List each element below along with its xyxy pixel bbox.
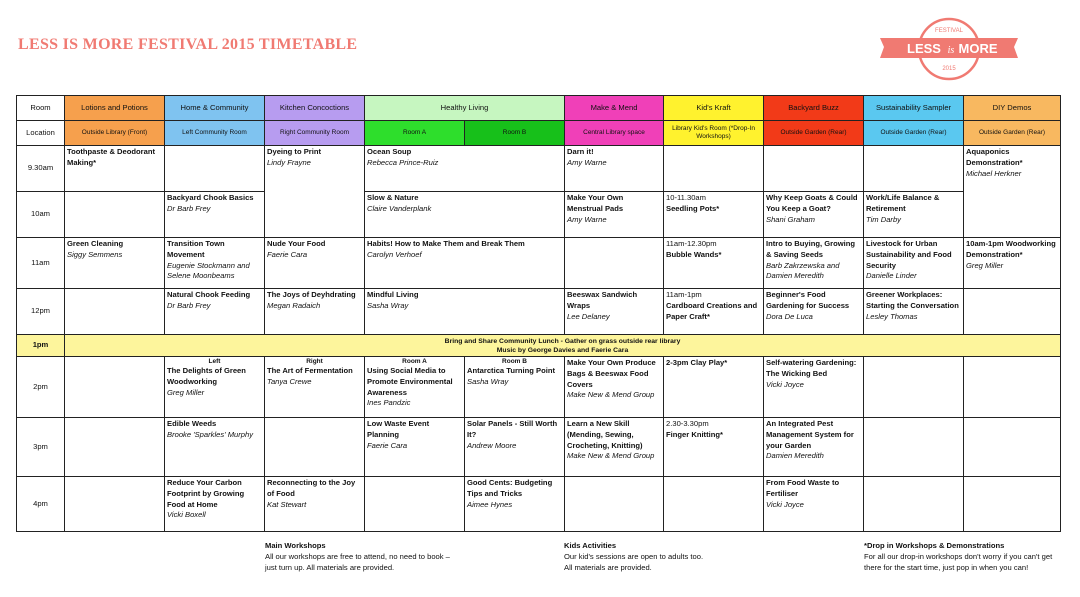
session-title: 2-3pm Clay Play*: [666, 358, 728, 367]
session-title: Greener Workplaces: Starting the Conversation: [866, 290, 959, 310]
location-lotions: Outside Library (Front): [65, 121, 165, 146]
session-presenter: Kat Stewart: [267, 499, 307, 509]
timetable: [16, 95, 1061, 532]
session-presenter: Sasha Wray: [467, 376, 509, 386]
location-home: Left Community Room: [165, 121, 265, 146]
location-make: Central Library space: [565, 121, 664, 146]
empty-cell: [165, 146, 265, 192]
session-title: Aquaponics Demonstration*: [966, 147, 1023, 167]
room-header-diy: DIY Demos: [964, 96, 1061, 121]
session-title: An Integrated Pest Management System for your Garden: [766, 419, 854, 450]
session-cell: [165, 357, 265, 418]
empty-cell: [664, 146, 764, 192]
session-time: 11am-12.30pm: [666, 239, 717, 248]
session-title: Darn it!: [567, 147, 594, 156]
time-label: 9.30am: [17, 146, 65, 192]
session-title: Cardboard Creations and Paper Craft*: [666, 300, 758, 321]
session-presenter: Vicki Joyce: [766, 499, 804, 509]
session-cell: [864, 238, 964, 289]
session-presenter: Tanya Crewe: [267, 376, 312, 386]
session-title: Why Keep Goats & Could You Keep a Goat?: [766, 193, 858, 213]
logo-is-text: is: [947, 45, 955, 56]
empty-cell: [65, 357, 165, 418]
session-title: Reconnecting to the Joy of Food: [267, 478, 356, 498]
location-header-row: [17, 121, 1061, 146]
empty-cell: [65, 192, 165, 238]
session-cell: [664, 238, 764, 289]
session-cell: [664, 357, 764, 418]
empty-cell: [365, 477, 465, 532]
empty-cell: [864, 357, 964, 418]
session-cell: [265, 357, 365, 418]
session-cell: [664, 418, 764, 477]
empty-cell: [65, 477, 165, 532]
note-line: just turn up. All materials are provided.: [265, 563, 395, 572]
session-title: Good Cents: Budgeting Tips and Tricks: [467, 478, 553, 498]
session-title: Antarctica Turning Point: [467, 366, 556, 375]
session-cell: [664, 192, 764, 238]
room-sublabel: Room B: [502, 358, 527, 365]
empty-cell: [964, 477, 1061, 532]
session-cell: [265, 289, 365, 335]
session-presenter: Make New & Mend Group: [567, 451, 655, 461]
lunch-cell: [65, 335, 1061, 357]
session-title: Using Social Media to Promote Environmental Awareness: [367, 366, 453, 397]
note-title: Kids Activities: [564, 541, 617, 550]
location-kids: Library Kid's Room (*Drop-In Workshops): [664, 121, 764, 146]
festival-logo: [874, 14, 1024, 84]
session-cell: [165, 238, 265, 289]
session-presenter: Amy Warne: [567, 157, 607, 167]
session-title: Make Your Own Menstrual Pads: [567, 193, 624, 213]
page-title: LESS IS MORE FESTIVAL 2015 TIMETABLE: [18, 36, 358, 53]
room-sublabel: Room A: [402, 358, 427, 365]
session-title: Slow & Nature: [367, 193, 419, 202]
session-time: 11am-1pm: [666, 290, 702, 299]
time-label: 11am: [17, 238, 65, 289]
session-title: Solar Panels - Still Worth It?: [467, 419, 558, 439]
session-title: Transition Town Movement: [167, 239, 225, 259]
session-presenter: Damien Meredith: [766, 451, 824, 461]
session-presenter: Vicki Boxell: [167, 510, 206, 520]
location-room-b: Room B: [465, 121, 565, 146]
session-title: Self-watering Gardening: The Wicking Bed: [766, 358, 857, 378]
session-presenter: Lindy Frayne: [267, 157, 311, 167]
empty-cell: [65, 418, 165, 477]
session-title: Dyeing to Print: [267, 147, 322, 156]
session-title: The Art of Fermentation: [267, 366, 353, 375]
time-label: 2pm: [17, 357, 65, 418]
session-cell: [465, 418, 565, 477]
session-title: Mindful Living: [367, 290, 419, 299]
session-cell: [65, 238, 165, 289]
time-label: 4pm: [17, 477, 65, 532]
session-cell: [365, 192, 565, 238]
session-presenter: Vicki Joyce: [766, 379, 804, 389]
empty-cell: [565, 238, 664, 289]
note-line: All materials are provided.: [564, 563, 652, 572]
empty-cell: [864, 477, 964, 532]
session-presenter: Make New & Mend Group: [567, 390, 655, 400]
session-cell: [165, 477, 265, 532]
session-title: Reduce Your Carbon Footprint by Growing Food at Home: [167, 478, 245, 509]
timeslot-row: [17, 477, 1061, 532]
session-title: Edible Weeds: [167, 419, 217, 428]
timeslot-row: [17, 357, 1061, 418]
empty-cell: [265, 418, 365, 477]
session-cell: [165, 192, 265, 238]
note-line: All our workshops are free to attend, no need to book –: [265, 552, 450, 561]
location-label: Location: [17, 121, 65, 146]
session-title: Ocean Soup: [367, 147, 412, 156]
session-title: Low Waste Event Planning: [367, 419, 430, 439]
session-cell: [764, 192, 864, 238]
session-time: 2.30-3.30pm: [666, 419, 709, 428]
location-backyard: Outside Garden (Rear): [764, 121, 864, 146]
empty-cell: [65, 289, 165, 335]
note-line: there for the start time, just pop in when you can!: [864, 563, 1029, 572]
session-cell: [864, 289, 964, 335]
note-main-workshops: [265, 540, 450, 573]
empty-cell: [964, 289, 1061, 335]
timeslot-row: [17, 238, 1061, 289]
logo-year-text: 2015: [942, 66, 956, 72]
time-label: 12pm: [17, 289, 65, 335]
session-title: The Joys of Deyhdrating: [267, 290, 356, 299]
timeslot-row: [17, 192, 1061, 238]
session-time: 10-11.30am: [666, 193, 706, 202]
session-presenter: Megan Radaich: [267, 300, 321, 310]
session-cell: [565, 146, 664, 192]
session-title: Natural Chook Feeding: [167, 290, 251, 299]
note-title: *Drop in Workshops & Demonstrations: [864, 541, 1005, 550]
empty-cell: [565, 477, 664, 532]
session-cell: [764, 238, 864, 289]
session-title: Work/Life Balance & Retirement: [866, 193, 940, 213]
session-presenter: Carolyn Verhoef: [367, 249, 422, 259]
session-title: Green Cleaning: [67, 239, 124, 248]
session-title: Toothpaste & Deodorant Making*: [67, 147, 156, 167]
session-title: From Food Waste to Fertiliser: [766, 478, 840, 498]
lunch-line: Bring and Share Community Lunch - Gather on grass outside rear library: [444, 337, 681, 345]
note-line: Our kid's sessions are open to adults too.: [564, 552, 704, 561]
session-cell: [165, 289, 265, 335]
session-presenter: Sasha Wray: [367, 300, 409, 310]
logo-more-text: MORE: [958, 41, 998, 56]
note-kids-activities: [564, 540, 703, 573]
room-header-sustain: Sustainability Sampler: [864, 96, 964, 121]
session-presenter: Lesley Thomas: [866, 311, 918, 321]
room-header-kids: Kid's Kraft: [664, 96, 764, 121]
empty-cell: [964, 357, 1061, 418]
room-header-make: Make & Mend: [565, 96, 664, 121]
room-label: Room: [17, 96, 65, 121]
empty-cell: [864, 146, 964, 192]
session-cell: [265, 477, 365, 532]
room-sublabel: Right: [306, 358, 323, 365]
timeslot-row: [17, 289, 1061, 335]
session-title: Make Your Own Produce Bags & Beeswax Food Covers: [567, 358, 656, 389]
session-title: Beginner's Food Gardening for Success: [766, 290, 850, 310]
timeslot-row: [17, 418, 1061, 477]
empty-cell: [664, 477, 764, 532]
session-presenter: Lee Delaney: [567, 311, 610, 321]
session-presenter: Eugenie Stockmann and Selene Moonbeams: [167, 260, 250, 281]
timeslot-row: [17, 146, 1061, 192]
session-cell: [764, 357, 864, 418]
session-title: 10am-1pm Woodworking Demonstration*: [966, 239, 1056, 259]
session-presenter: Brooke 'Sparkles' Murphy: [167, 429, 254, 439]
session-presenter: Claire Vanderplank: [367, 203, 432, 213]
session-presenter: Dr Barb Frey: [167, 300, 211, 310]
session-cell: [764, 418, 864, 477]
session-cell: [764, 289, 864, 335]
session-cell: [864, 192, 964, 238]
session-cell: [465, 477, 565, 532]
session-presenter: Shani Graham: [766, 214, 815, 224]
empty-cell: [864, 418, 964, 477]
session-title: Backyard Chook Basics: [167, 193, 254, 202]
session-cell: [265, 238, 365, 289]
session-cell: [964, 238, 1061, 289]
session-presenter: Faerie Cara: [267, 249, 308, 259]
session-cell: [165, 418, 265, 477]
session-presenter: Michael Herkner: [966, 168, 1022, 178]
session-cell: [365, 238, 565, 289]
session-presenter: Siggy Semmens: [67, 249, 123, 259]
session-cell: [565, 418, 664, 477]
session-title: Seedling Pots*: [666, 203, 720, 213]
session-presenter: Greg Miller: [167, 387, 205, 397]
lunch-row: [17, 335, 1061, 357]
session-presenter: Danielle Linder: [866, 271, 917, 281]
room-header-home: Home & Community: [165, 96, 265, 121]
session-cell: [365, 357, 465, 418]
logo-less-text: LESS: [907, 41, 941, 56]
session-presenter: Tim Darby: [866, 214, 901, 224]
session-presenter: Greg Miller: [966, 260, 1004, 270]
room-header-kitchen: Kitchen Concoctions: [265, 96, 365, 121]
session-title: Intro to Buying, Growing & Saving Seeds: [766, 239, 856, 259]
session-title: Nude Your Food: [267, 239, 326, 248]
session-cell: [565, 192, 664, 238]
session-presenter: Faerie Cara: [367, 440, 408, 450]
session-presenter: Dr Barb Frey: [167, 203, 211, 213]
session-cell: [365, 289, 565, 335]
time-label: 3pm: [17, 418, 65, 477]
session-presenter: Ines Pandzic: [367, 398, 411, 408]
empty-cell: [964, 418, 1061, 477]
session-presenter: Dora De Luca: [766, 311, 813, 321]
room-header-backyard: Backyard Buzz: [764, 96, 864, 121]
room-sublabel: Left: [208, 358, 221, 365]
session-cell: [465, 357, 565, 418]
session-title: Finger Knitting*: [666, 429, 723, 439]
session-title: The Delights of Green Woodworking: [167, 366, 246, 386]
session-presenter: Barb Zakrzewska and Damien Meredith: [766, 260, 840, 281]
logo-top-text: FESTIVAL: [935, 28, 963, 34]
session-title: Beeswax Sandwich Wraps: [567, 290, 638, 310]
session-cell: [964, 146, 1061, 238]
session-title: Learn a New Skill (Mending, Sewing, Crocheting, Knitting): [567, 419, 643, 450]
note-drop-in: [864, 540, 1052, 573]
session-cell: [664, 289, 764, 335]
location-room-a: Room A: [365, 121, 465, 146]
location-kitchen: Right Community Room: [265, 121, 365, 146]
session-title: Bubble Wands*: [666, 249, 722, 259]
location-diy: Outside Garden (Rear): [964, 121, 1061, 146]
time-label: 1pm: [17, 335, 65, 357]
location-sustain: Outside Garden (Rear): [864, 121, 964, 146]
session-presenter: Rebecca Prince-Ruiz: [367, 157, 439, 167]
session-cell: [265, 146, 365, 238]
room-header-lotions: Lotions and Potions: [65, 96, 165, 121]
session-cell: [365, 418, 465, 477]
room-header-row: [17, 96, 1061, 121]
session-cell: [764, 477, 864, 532]
note-title: Main Workshops: [265, 541, 326, 550]
session-cell: [365, 146, 565, 192]
session-presenter: Andrew Moore: [467, 440, 517, 450]
music-line: Music by George Davies and Faerie Cara: [496, 346, 629, 354]
note-line: For all our drop-in workshops don't worry if you can't get: [864, 552, 1053, 561]
empty-cell: [764, 146, 864, 192]
session-cell: [565, 289, 664, 335]
session-title: Habits! How to Make Them and Break Them: [367, 239, 525, 248]
room-header-healthy: Healthy Living: [365, 96, 565, 121]
session-presenter: Amy Warne: [567, 214, 607, 224]
session-cell: [65, 146, 165, 192]
session-title: Livestock for Urban Sustainability and Food Security: [866, 239, 952, 270]
session-presenter: Aimee Hynes: [467, 499, 513, 509]
session-cell: [565, 357, 664, 418]
time-label: 10am: [17, 192, 65, 238]
